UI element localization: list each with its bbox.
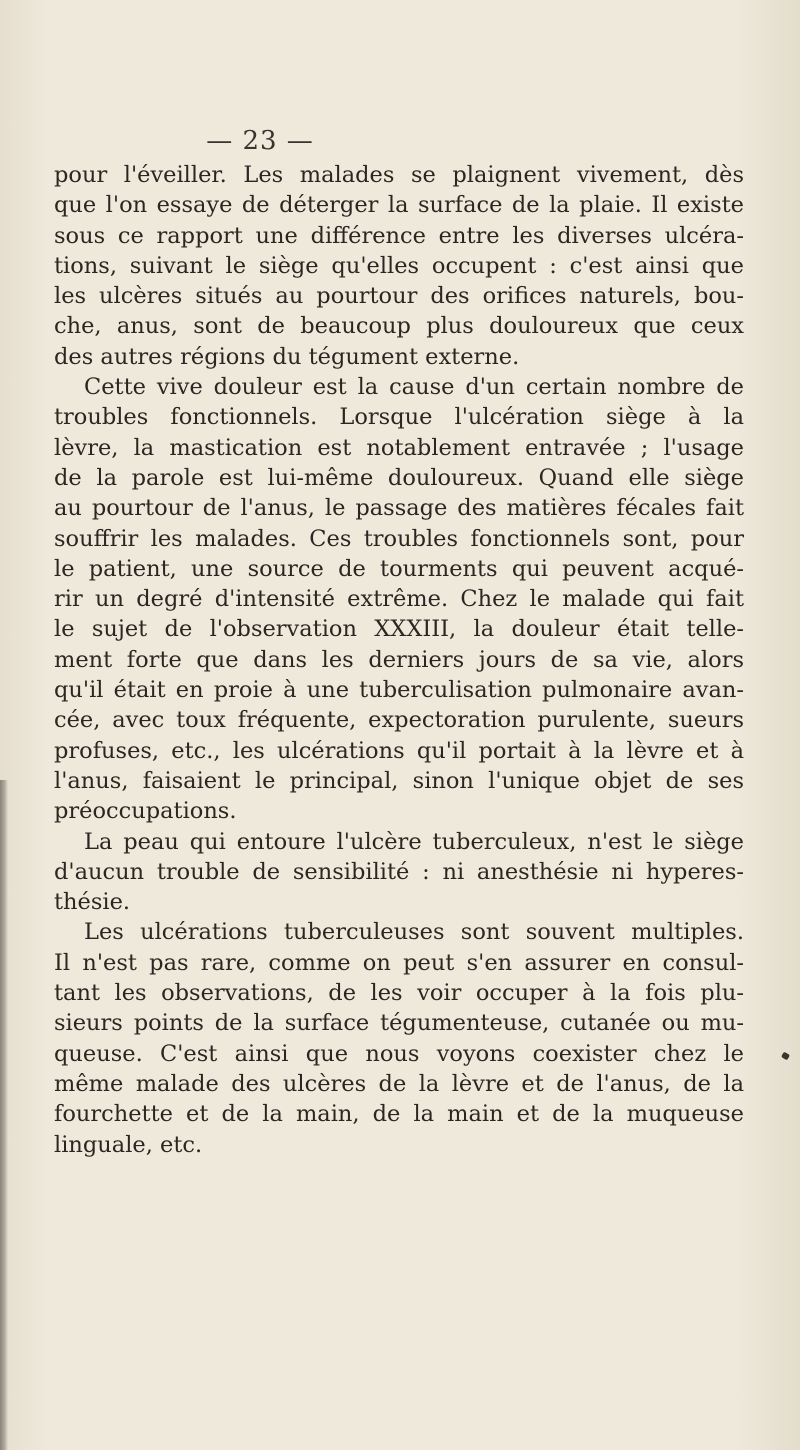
text-line: souffrir les malades. Ces troubles fonctionnels sont, pour bbox=[54, 525, 744, 552]
text-line: le patient, une source de tourments qui peuvent acqué- bbox=[54, 555, 744, 582]
text-line: pour l'éveiller. Les malades se plaignent vivement, dès bbox=[54, 162, 744, 188]
text-line: que l'on essaye de déterger la surface de la plaie. Il existe bbox=[54, 192, 744, 219]
text-line: sieurs points de la surface tégumenteuse, cutanée ou mu- bbox=[54, 1010, 744, 1037]
text-line: profuses, etc., les ulcérations qu'il portait à la lèvre et à bbox=[54, 737, 744, 764]
text-line: lèvre, la mastication est notablement entravée ; l'usage bbox=[54, 434, 744, 461]
text-line: che, anus, sont de beaucoup plus douloureux que ceux bbox=[54, 313, 744, 340]
text-line: au pourtour de l'anus, le passage des matières fécales fait bbox=[54, 495, 744, 522]
body-text bbox=[54, 160, 744, 1160]
page-edge-shadow bbox=[0, 780, 8, 1450]
text-line: linguale, etc. bbox=[54, 1131, 203, 1158]
text-line: tant les observations, de les voir occuper à la fois plu- bbox=[54, 980, 744, 1007]
paragraph-start-line: Cette vive douleur est la cause d'un certain nombre de bbox=[84, 374, 744, 401]
ink-speck bbox=[781, 1052, 790, 1061]
text-line: même malade des ulcères de la lèvre et de l'anus, de la bbox=[54, 1070, 744, 1097]
text-line: des autres régions du tégument externe. bbox=[54, 343, 520, 370]
text-line: qu'il était en proie à une tuberculisation pulmonaire avan- bbox=[54, 677, 744, 704]
text-line: tions, suivant le siège qu'elles occupent : c'est ainsi que bbox=[54, 252, 744, 279]
text-line: les ulcères situés au pourtour des orifices naturels, bou- bbox=[54, 283, 744, 310]
text-line: ment forte que dans les derniers jours de sa vie, alors bbox=[54, 646, 744, 673]
text-line: rir un degré d'intensité extrême. Chez le malade qui fait bbox=[54, 586, 744, 613]
paragraph-start-line: La peau qui entoure l'ulcère tuberculeux, n'est le siège bbox=[84, 828, 744, 855]
text-line: préoccupations. bbox=[54, 798, 237, 825]
text-line: sous ce rapport une différence entre les diverses ulcéra- bbox=[54, 222, 744, 249]
text-line: le sujet de l'observation XXXIII, la douleur était telle- bbox=[54, 616, 744, 643]
text-line: thésie. bbox=[54, 889, 131, 916]
page-number: — 23 — bbox=[206, 126, 314, 156]
text-line: queuse. C'est ainsi que nous voyons coexister chez le bbox=[54, 1040, 744, 1067]
text-line: troubles fonctionnels. Lorsque l'ulcération siège à la bbox=[54, 404, 744, 431]
text-line: Il n'est pas rare, comme on peut s'en assurer en consul- bbox=[54, 949, 744, 976]
paragraph-start-line: Les ulcérations tuberculeuses sont souvent multiples. bbox=[84, 919, 744, 946]
text-line: cée, avec toux fréquente, expectoration purulente, sueurs bbox=[54, 707, 744, 734]
text-line: de la parole est lui-même douloureux. Quand elle siège bbox=[54, 464, 744, 491]
text-line: l'anus, faisaient le principal, sinon l'unique objet de ses bbox=[54, 767, 744, 794]
text-line: fourchette et de la main, de la main et de la muqueuse bbox=[54, 1101, 744, 1128]
text-line: d'aucun trouble de sensibilité : ni anesthésie ni hyperes- bbox=[54, 858, 744, 885]
